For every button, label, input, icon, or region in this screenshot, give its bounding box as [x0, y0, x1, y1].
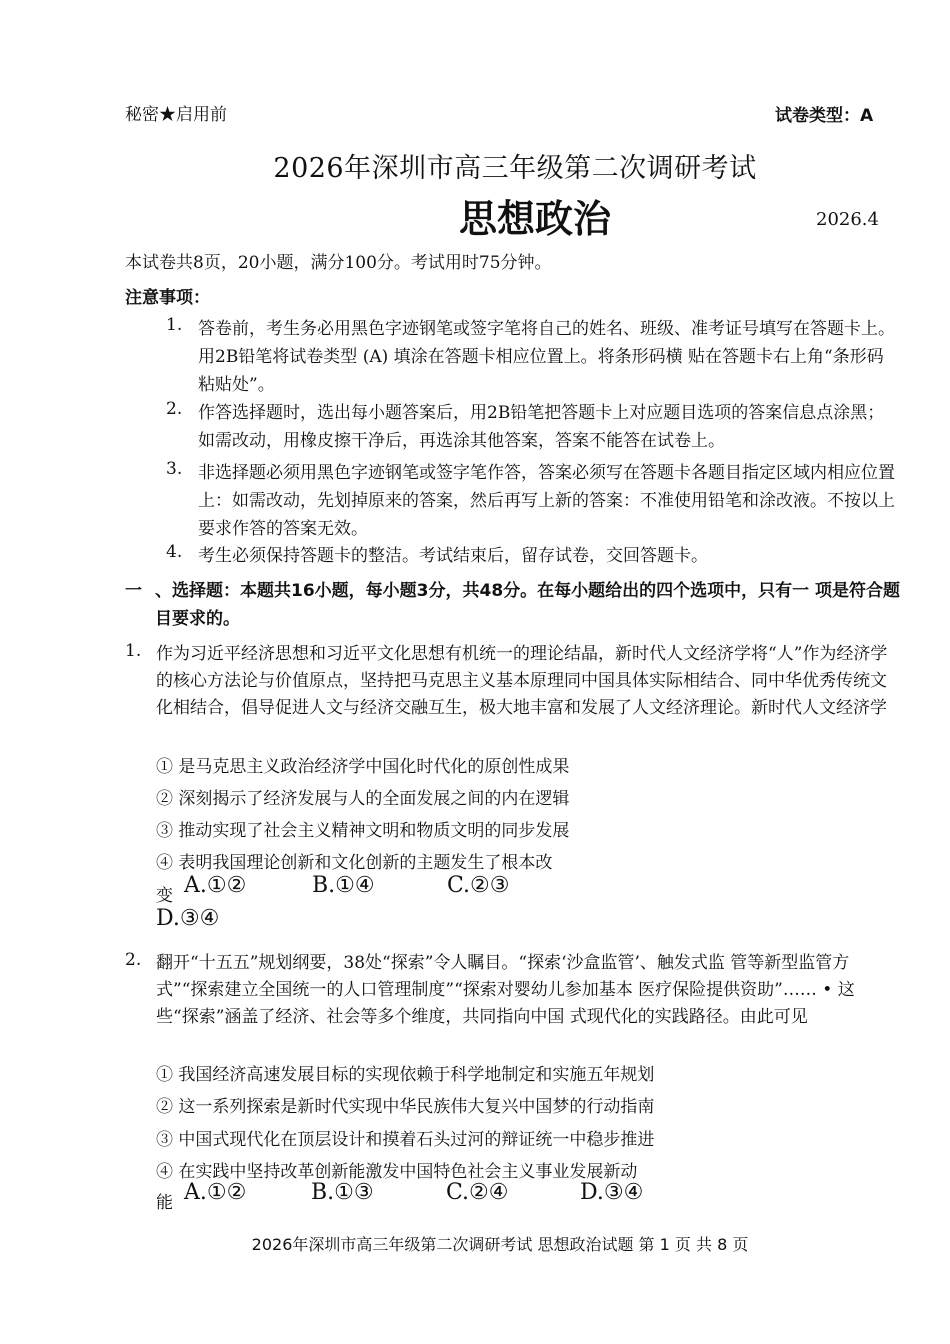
option-tail: 变: [156, 886, 173, 906]
section-number: 一: [125, 581, 142, 601]
choice-d: D.③④: [156, 906, 220, 931]
notice-number: 4.: [166, 542, 183, 562]
notice-number: 1.: [166, 315, 183, 335]
notice-number: 3.: [166, 459, 183, 479]
notice-text: 考生必须保持答题卡的整洁。考试结束后，留存试卷，交回答题卡。: [198, 546, 708, 566]
statement-option: ① 是马克思主义政治经济学中国化时代化的原创性成果: [156, 757, 570, 777]
notice-item: [166, 459, 896, 543]
subject-title: 思想政治: [458, 197, 611, 241]
option-tail: 能: [156, 1193, 173, 1213]
notice-item: [166, 542, 896, 570]
statement-option: ④ 在实践中坚持改革创新能激发中国特色社会主义事业发展新动: [156, 1162, 638, 1182]
page-footer: 2026年深圳市高三年级第二次调研考试 思想政治试题 第 1 页 共 8 页: [251, 1235, 749, 1254]
choice-b: B.①④: [312, 873, 375, 898]
notice-text: 非选择题必须用黑色字迹钢笔或签字笔作答，答案必须写在答题卡各题目指定区域内相应位置上：如需改动，先划掉原来的答案，然后再写上新的答案：不准使用铅笔和涂改液。不按以上要求作答的答案无效。: [198, 463, 895, 539]
answer-choices: [156, 873, 556, 943]
choice-c: C.②③: [447, 873, 510, 898]
exam-date: 2026.4: [816, 209, 879, 230]
statement-option: ③ 推动实现了社会主义精神文明和物质文明的同步发展: [156, 821, 570, 841]
section-text: 、选择题：本题共16小题，每小题3分，共48分。在每小题给出的四个选项中，只有一 项是符合题目要求的。: [155, 581, 901, 629]
choice-d: D.③④: [580, 1180, 644, 1205]
exam-intro: 本试卷共8页，20小题，满分100分。考试用时75分钟。: [125, 253, 552, 273]
question-stem: 翻开“十五五”规划纲要，38处“探索”令人瞩目。“探索‘沙盒监管’、触发式监 管等新型监管方式”“探索建立全国统一的人口管理制度”“探索对婴幼儿参加基本 医疗保险提供资助”…… • 这些“探索”涵盖了经济、社会等多个维度，共同指向中国 式现代化的实践路径。由此可见: [156, 953, 855, 1027]
choice-a: A.①②: [184, 873, 247, 898]
answer-choices: [156, 1180, 716, 1214]
exam-title: 2026年深圳市高三年级第二次调研考试: [273, 153, 757, 184]
statement-option: ④ 表明我国理论创新和文化创新的主题发生了根本改: [156, 853, 553, 873]
notice-item: [166, 315, 896, 399]
choice-a: A.①②: [184, 1180, 247, 1205]
notice-item: [166, 399, 896, 455]
notice-text: 答卷前，考生务必用黑色字迹钢笔或签字笔将自己的姓名、班级、准考证号填写在答题卡上。用2B铅笔将试卷类型 (A) 填涂在答题卡相应位置上。将条形码横 贴在答题卡右上角“条形码粘贴处”。: [198, 319, 895, 395]
choice-b: B.①③: [311, 1180, 374, 1205]
question-number: 2.: [125, 950, 142, 970]
notice-title: 注意事项：: [125, 288, 210, 308]
question-2: [125, 950, 893, 1031]
section-heading: [125, 577, 905, 633]
paper-type: 试卷类型：A: [775, 106, 874, 126]
statement-option: ③ 中国式现代化在顶层设计和摸着石头过河的辩证统一中稳步推进: [156, 1130, 655, 1150]
question-number: 1.: [125, 641, 142, 661]
statement-option: ② 这一系列探索是新时代实现中华民族伟大复兴中国梦的行动指南: [156, 1097, 655, 1117]
question-stem: 作为习近平经济思想和习近平文化思想有机统一的理论结晶，新时代人文经济学将“人”作为经济学的核心方法论与价值原点，坚持把马克思主义基本原理同中国具体实际相结合、同中华优秀传统文化相结合，倡导促进人文与经济交融互生，极大地丰富和发展了人文经济理论。新时代人文经济学: [156, 644, 888, 718]
statement-option: ② 深刻揭示了经济发展与人的全面发展之间的内在逻辑: [156, 789, 570, 809]
statement-option: ① 我国经济高速发展目标的实现依赖于科学地制定和实施五年规划: [156, 1065, 655, 1085]
question-1: [125, 641, 893, 722]
notice-number: 2.: [166, 399, 183, 419]
notice-text: 作答选择题时，选出每小题答案后，用2B铅笔把答题卡上对应题目选项的答案信息点涂黑；如需改动，用橡皮擦干净后，再选涂其他答案，答案不能答在试卷上。: [198, 403, 885, 451]
secret-label: 秘密★启用前: [125, 105, 227, 125]
choice-c: C.②④: [446, 1180, 509, 1205]
